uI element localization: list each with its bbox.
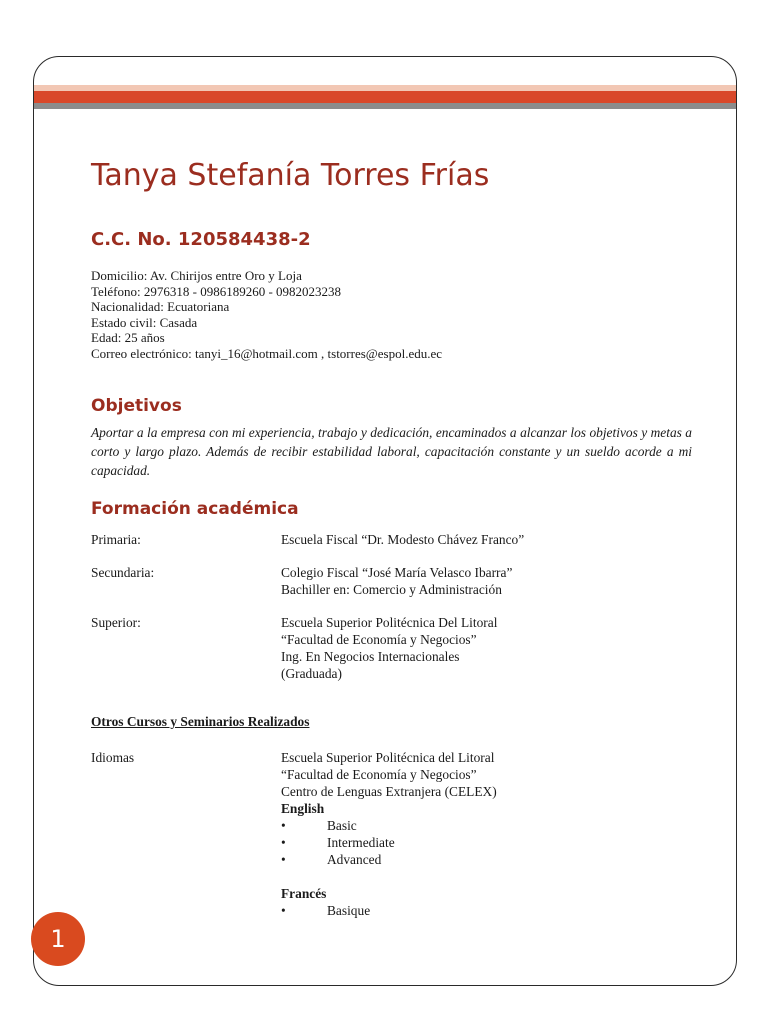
bullet-icon: •	[281, 835, 286, 850]
languages-label: Idiomas	[91, 750, 135, 765]
phone-line: Teléfono: 2976318 - 0986189260 - 0982023238	[91, 283, 342, 299]
superior-degree: Ing. En Negocios Internacionales	[281, 649, 460, 664]
superior-faculty: “Facultad de Economía y Negocios”	[281, 632, 477, 647]
languages-center: Centro de Lenguas Extranjera (CELEX)	[281, 784, 497, 799]
marital-status-line: Estado civil: Casada	[91, 314, 198, 330]
languages-faculty: “Facultad de Economía y Negocios”	[281, 767, 477, 782]
superior-school: Escuela Superior Politécnica Del Litoral	[281, 615, 498, 630]
languages-school: Escuela Superior Politécnica del Litoral	[281, 750, 495, 765]
nationality-line: Nacionalidad: Ecuatoriana	[91, 299, 230, 315]
education-heading: Formación académica	[91, 499, 299, 519]
superior-details	[281, 614, 701, 682]
secondary-degree: Bachiller en: Comercio y Administración	[281, 582, 502, 597]
page-number-badge: 1	[31, 912, 85, 966]
bullet-icon: •	[281, 818, 286, 833]
objectives-text: Aportar a la empresa con mi experiencia, trabajo y dedicación, encaminados a alcanzar los objetivos y metas a corto y largo plazo. Además de recibir estabilidad laboral, capacitación constante y un sueldo acorde a mi capacidad.	[91, 425, 692, 478]
spacer	[281, 868, 701, 885]
primary-details	[281, 531, 701, 548]
superior-label: Superior:	[91, 615, 141, 630]
list-item: • Intermediate	[281, 835, 395, 850]
list-item: • Basique	[281, 903, 371, 918]
primary-label: Primaria:	[91, 532, 141, 547]
secondary-details	[281, 564, 701, 598]
languages-details	[281, 749, 701, 919]
list-item: • Basic	[281, 818, 357, 833]
candidate-name: Tanya Stefanía Torres Frías	[91, 158, 490, 193]
contact-info	[91, 268, 691, 362]
courses-heading: Otros Cursos y Seminarios Realizados	[91, 714, 310, 729]
age-line: Edad: 25 años	[91, 330, 165, 346]
secondary-label: Secundaria:	[91, 565, 155, 580]
address-line: Domicilio: Av. Chirijos entre Oro y Loja	[91, 268, 302, 283]
id-number: C.C. No. 120584438-2	[91, 229, 311, 250]
bullet-icon: •	[281, 852, 286, 867]
list-item: • Advanced	[281, 852, 382, 867]
email-line: Correo electrónico: tanyi_16@hotmail.com , tstorres@espol.edu.ec	[91, 345, 443, 361]
english-heading: English	[281, 801, 325, 816]
header-band-orange	[34, 91, 736, 103]
objectives-heading: Objetivos	[91, 396, 182, 416]
bullet-icon: •	[281, 903, 286, 918]
primary-school: Escuela Fiscal “Dr. Modesto Chávez Franco”	[281, 532, 525, 547]
superior-status: (Graduada)	[281, 666, 342, 681]
french-heading: Francés	[281, 886, 327, 901]
secondary-school: Colegio Fiscal “José María Velasco Ibarra”	[281, 565, 513, 580]
header-band-gray	[34, 103, 736, 109]
